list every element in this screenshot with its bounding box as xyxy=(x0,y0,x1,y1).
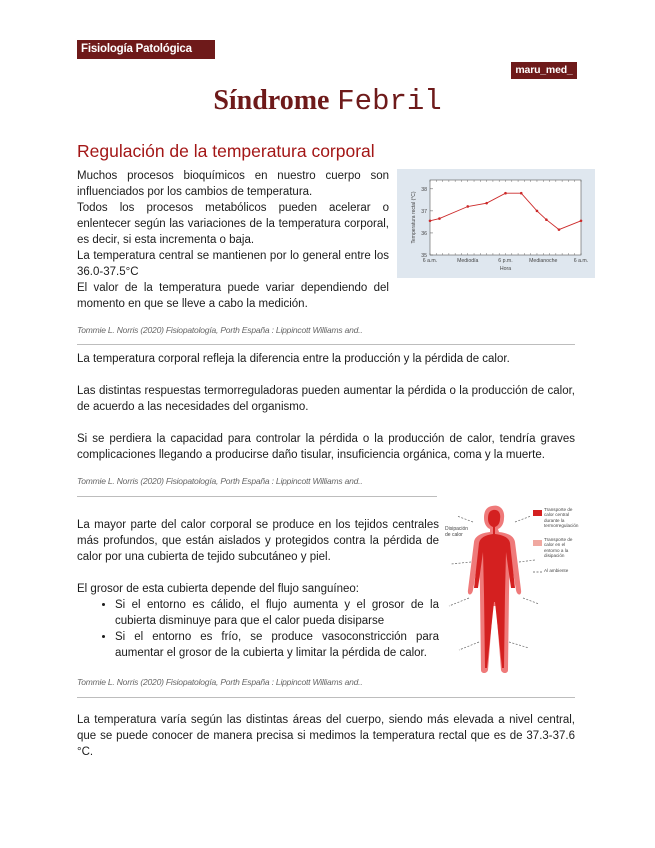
body-heat-figure-svg xyxy=(443,502,580,678)
chart-x-tick-label: Mediodía xyxy=(457,258,479,264)
chart-data-point xyxy=(520,192,523,195)
chart-x-tick-label: 6 a.m. xyxy=(573,258,589,264)
block4-paragraph: La temperatura varía según las distintas áreas del cuerpo, siendo más elevada a nivel central, que se puede conocer de manera precisa si medimos la temperatura rectal que es de 37.3-37.6 °C. xyxy=(77,714,575,758)
block2-paragraph: La temperatura corporal refleja la diferencia entre la producción y la pérdida de calor. xyxy=(77,353,510,365)
temperature-chart-svg xyxy=(397,169,595,278)
chart-data-point xyxy=(558,228,561,231)
title-part-2: Febril xyxy=(337,85,442,118)
chart-x-tick-label: Medianoche xyxy=(529,258,558,264)
chart-y-tick-label: 37 xyxy=(421,208,427,215)
legend-label-core: Transporte de calor central durante la termorregulación xyxy=(544,507,579,529)
legend-label-environment: Al ambiente xyxy=(544,568,569,573)
block3-paragraph: El grosor de esta cubierta depende del flujo sanguíneo: xyxy=(77,583,359,595)
section1-paragraph: El valor de la temperatura puede variar dependiendo del momento en que se lleve a cabo la medición. xyxy=(77,282,389,310)
chart-data-point xyxy=(429,220,432,223)
chart-data-point xyxy=(580,220,583,223)
chart-y-tick-label: 38 xyxy=(421,186,427,193)
chart-data-point xyxy=(485,202,488,205)
chart-x-tick-label: 6 a.m. xyxy=(422,258,438,264)
block3-text xyxy=(77,517,439,661)
figure-caption-left: Disipación de calor xyxy=(445,526,469,538)
divider-1 xyxy=(77,344,575,345)
chart-data-point xyxy=(536,210,539,213)
legend-swatch-core xyxy=(533,510,542,516)
block3-paragraph: La mayor parte del calor corporal se produce en los tejidos centrales más profundos, que están aislados y protegidos contra la pérdida de calor por una cubierta de tejido subcutáneo y piel. xyxy=(77,519,439,563)
section1-text xyxy=(77,168,389,312)
block4-text xyxy=(77,712,575,760)
citation-3: Tommie L. Norris (2020) Fisiopatología, Porth España : Lippincott Williams and.. xyxy=(77,677,363,687)
chart-x-tick-label: 6 p.m. xyxy=(498,258,513,264)
citation-2: Tommie L. Norris (2020) Fisiopatología, Porth España : Lippincott Williams and.. xyxy=(77,476,363,486)
chart-data-point xyxy=(438,217,441,220)
page-title xyxy=(0,82,655,120)
temperature-chart xyxy=(397,169,595,278)
divider-2 xyxy=(77,496,437,497)
body-heat-figure xyxy=(443,502,580,678)
citation-1: Tommie L. Norris (2020) Fisiopatología, Porth España : Lippincott Williams and.. xyxy=(77,325,363,335)
section1-paragraph: Muchos procesos bioquímicos en nuestro cuerpo son influenciados por los cambios de temperatura. xyxy=(77,170,389,198)
section-heading: Regulación de la temperatura corporal xyxy=(77,141,375,161)
human-body-silhouette xyxy=(468,506,521,673)
legend-label-environment-fo xyxy=(544,568,580,578)
bullet-item: • Si el entorno es frío, se produce vasoconstricción para aumentar el grosor de la cubierta y limitar la pérdida de calor. xyxy=(115,629,439,661)
legend-label-shell-fo xyxy=(544,537,580,567)
subject-tag: Fisiología Patológica xyxy=(77,40,215,59)
author-tag: maru_med_ xyxy=(511,62,577,79)
chart-x-axis-label: Hora xyxy=(499,266,512,272)
chart-data-point xyxy=(466,205,469,208)
legend-label-core-fo xyxy=(544,507,580,537)
block3-bullet-list xyxy=(77,597,439,661)
divider-3 xyxy=(77,697,575,698)
legend-label-shell: Transporte de calor en el entorno a la disipación xyxy=(544,537,573,559)
chart-y-axis-label: Temperatura rectal (°C) xyxy=(411,191,417,244)
bullet-item: • Si el entorno es cálido, el flujo aumenta y el grosor de la cubierta disminuye para que el calor pueda disiparse xyxy=(115,597,439,629)
legend-swatch-shell xyxy=(533,540,542,546)
block2-paragraph: Si se perdiera la capacidad para controlar la pérdida o la producción de calor, tendría graves complicaciones llegando a producirse daño tisular, insuficiencia orgánica, coma y la muerte. xyxy=(77,433,575,461)
chart-y-tick-label: 35 xyxy=(421,253,427,259)
chart-plot-area xyxy=(430,180,581,255)
chart-y-tick-label: 36 xyxy=(421,230,427,237)
section1-paragraph: Todos los procesos metabólicos pueden acelerar o enlentecer según las variaciones de la temperatura corporal, es decir, si esta incrementa o baja. xyxy=(77,202,389,246)
caption-left-fo xyxy=(445,526,471,542)
section1-paragraph: La temperatura central se mantienen por lo general entre los 36.0-37.5°C xyxy=(77,250,389,278)
block2-paragraph: Las distintas respuestas termorreguladoras pueden aumentar la pérdida o la producción de calor, de acuerdo a las necesidades del organismo. xyxy=(77,385,575,413)
chart-data-point xyxy=(545,218,548,221)
title-part-1: Síndrome xyxy=(213,85,330,116)
block2-text xyxy=(77,351,575,463)
chart-data-point xyxy=(504,192,507,195)
